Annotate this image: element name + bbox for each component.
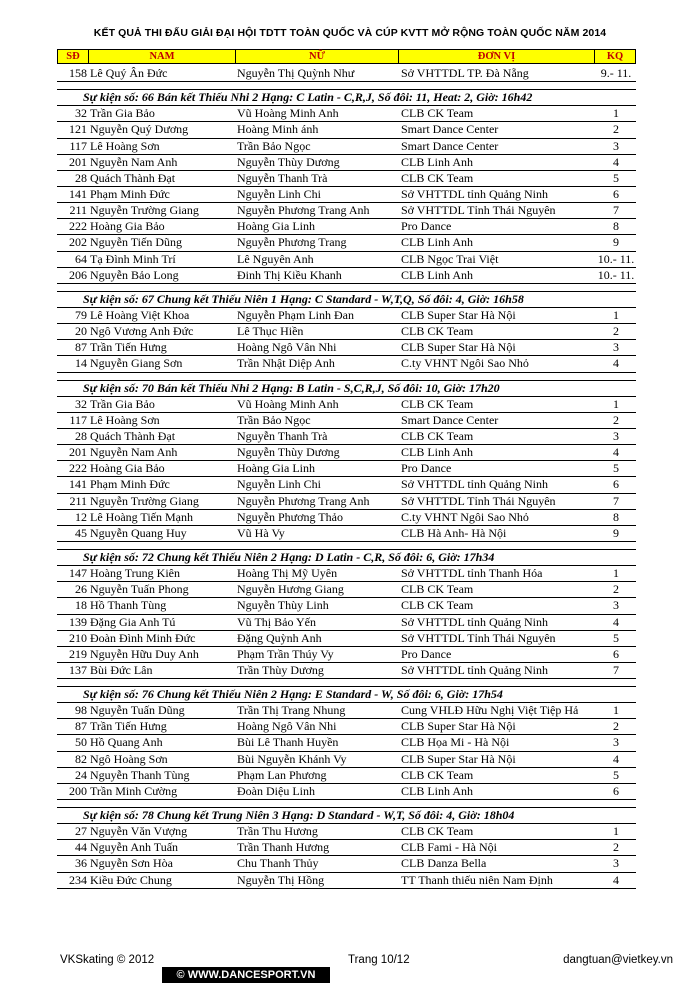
cell-nu: Nguyễn Phương Trang Anh [237, 203, 370, 218]
cell-nu: Trần Thu Hương [237, 824, 318, 839]
cell-donvi: CLB Họa Mi - Hà Nội [401, 735, 510, 750]
footer-email: dangtuan@vietkey.vn [563, 954, 673, 966]
cell-nu: Nguyễn Hương Giang [237, 582, 344, 597]
table-row [57, 719, 636, 735]
cell-nu: Nguyễn Thị Hồng [237, 872, 325, 887]
table-row [57, 171, 636, 187]
table-row [57, 856, 636, 872]
event-title: Sự kiện số: 78 Chung kết Trung Niên 3 Hạng: D Standard - W,T, Số đôi: 4, Giờ: 18h04 [57, 808, 636, 824]
table-row [57, 582, 636, 598]
cell-sd: 201 [69, 445, 87, 460]
cell-nu: Hoàng Minh ánh [237, 122, 319, 137]
cell-sd: 64 [75, 251, 87, 266]
cell-donvi: Cung VHLĐ Hữu Nghị Việt Tiệp Hả [401, 703, 579, 718]
cell-kq: 8 [613, 509, 619, 524]
cell-nam: Lê Hoàng Sơn [90, 138, 160, 153]
table-row [57, 235, 636, 251]
cell-sd: 206 [69, 267, 87, 282]
cell-nu: Hoàng Gia Linh [237, 219, 315, 234]
cell-nam: Hoàng Gia Bảo [90, 219, 165, 234]
cell-kq: 5 [613, 630, 619, 645]
cell-nu: Bùi Nguyễn Khánh Vy [237, 751, 347, 766]
table-row [57, 308, 636, 324]
table-row [57, 340, 636, 356]
cell-nu: Nguyễn Thùy Dương [237, 154, 340, 169]
table-row [57, 203, 636, 219]
cell-nam: Hồ Thanh Tùng [90, 598, 167, 613]
cell-sd: 117 [69, 138, 87, 153]
cell-donvi: Sở VHTTDL tỉnh Quảng Ninh [401, 186, 549, 201]
cell-nam: Lê Hoàng Tiến Mạnh [90, 509, 193, 524]
cell-nam: Quách Thành Đạt [90, 170, 176, 185]
cell-nu: Lê Thục Hiền [237, 324, 304, 339]
cell-nu: Trần Thùy Dương [237, 662, 324, 677]
cell-nu: Trần Bảo Ngọc [237, 412, 311, 427]
cell-nam: Lê Hoàng Việt Khoa [90, 307, 190, 322]
cell-kq: 1 [613, 396, 619, 411]
table-row [57, 768, 636, 784]
cell-donvi: Smart Dance Center [401, 138, 499, 153]
table-row [57, 413, 636, 429]
cell-nu: Nguyễn Linh Chi [237, 186, 321, 201]
cell-donvi: CLB Linh Anh [401, 267, 474, 282]
table-row [57, 615, 636, 631]
table-row [57, 526, 636, 542]
cell-nu: Nguyễn Thùy Dương [237, 445, 340, 460]
cell-kq: 3 [613, 735, 619, 750]
cell-nu: Vũ Hoàng Minh Anh [237, 106, 339, 121]
cell-sd: 87 [75, 719, 87, 734]
cell-kq: 3 [613, 856, 619, 871]
cell-nu: Vũ Hoàng Minh Anh [237, 396, 339, 411]
cell-kq: 1 [613, 307, 619, 322]
table-row [57, 566, 636, 582]
cell-nam: Nguyễn Trường Giang [90, 493, 199, 508]
table-header [57, 49, 636, 64]
document-title: KẾT QUẢ THI ĐẤU GIẢI ĐẠI HỘI TDTT TOÀN QUỐC VÀ CÚP KVTT MỞ RỘNG TOÀN QUỐC NĂM 2014 [93, 27, 607, 39]
cell-donvi: Sở VHTTDL tỉnh Quảng Ninh [401, 477, 549, 492]
table-row [57, 494, 636, 510]
cell-nam: Đoàn Đình Minh Đức [90, 630, 196, 645]
cell-nam: Phạm Minh Đức [90, 477, 170, 492]
cell-nam: Lê Quý Ân Đức [90, 66, 168, 80]
header-nam: NAM [89, 50, 236, 63]
cell-nu: Hoàng Thị Mỹ Uyên [237, 566, 338, 581]
table-row [57, 66, 636, 82]
section-spacer [57, 82, 636, 90]
cell-sd: 14 [75, 356, 87, 371]
cell-nu: Hoàng Ngô Vân Nhi [237, 340, 337, 355]
cell-kq: 2 [613, 324, 619, 339]
cell-nam: Ngô Vương Anh Đức [90, 324, 194, 339]
cell-sd: 87 [75, 340, 87, 355]
cell-nam: Nguyễn Anh Tuấn [90, 840, 179, 855]
section-spacer [57, 800, 636, 808]
cell-nam: Nguyễn Thanh Tùng [90, 767, 190, 782]
cell-sd: 32 [75, 106, 87, 121]
cell-donvi: Pro Dance [401, 219, 452, 234]
cell-nam: Trần Gia Bảo [90, 106, 155, 121]
cell-sd: 200 [69, 783, 87, 798]
cell-nu: Nguyễn Phương Thảo [237, 509, 343, 524]
cell-kq: 1 [613, 824, 619, 839]
cell-donvi: Sở VHTTDL TP. Đà Nẵng [401, 66, 529, 80]
section-spacer [57, 373, 636, 381]
cell-sd: 137 [69, 662, 87, 677]
header-kq: KQ [606, 51, 624, 62]
cell-sd: 141 [69, 477, 87, 492]
cell-donvi: Sở VHTTDL Tỉnh Thái Nguyên [401, 630, 556, 645]
cell-donvi: Sở VHTTDL Tỉnh Thái Nguyên [401, 203, 556, 218]
table-row [57, 873, 636, 889]
cell-kq: 9 [613, 235, 619, 250]
table-row [57, 268, 636, 284]
cell-nam: Hồ Quang Anh [90, 735, 163, 750]
cell-nam: Nguyễn Tuấn Phong [90, 582, 189, 597]
cell-nam: Hoàng Gia Bảo [90, 461, 165, 476]
cell-sd: 26 [75, 582, 87, 597]
cell-sd: 20 [75, 324, 87, 339]
cell-nu: Nguyễn Thị Quỳnh Như [237, 66, 355, 80]
cell-nu: Vũ Hà Vy [237, 525, 285, 540]
event-title: Sự kiện số: 66 Bán kết Thiếu Nhi 2 Hạng: C Latin - C,R,J, Số đôi: 11, Heat: 2, Giờ: 16h42 [57, 90, 636, 106]
cell-donvi: CLB CK Team [401, 428, 474, 443]
cell-nam: Trần Tiến Hưng [90, 719, 167, 734]
cell-kq: 2 [613, 582, 619, 597]
cell-donvi: CLB Linh Anh [401, 154, 474, 169]
cell-nu: Bùi Lê Thanh Huyền [237, 735, 339, 750]
cell-donvi: CLB Fami - Hà Nội [401, 840, 497, 855]
cell-donvi: CLB CK Team [401, 396, 474, 411]
cell-nu: Đinh Thị Kiều Khanh [237, 267, 342, 282]
cell-donvi: CLB CK Team [401, 582, 474, 597]
cell-kq: 7 [613, 662, 619, 677]
cell-nam: Nguyễn Quang Huy [90, 525, 187, 540]
cell-kq: 4 [613, 356, 619, 371]
cell-nam: Lê Hoàng Sơn [90, 412, 160, 427]
cell-nu: Vũ Thị Bảo Yến [237, 614, 316, 629]
page-footer [0, 952, 700, 991]
table-row [57, 598, 636, 614]
cell-kq: 5 [613, 767, 619, 782]
cell-donvi: TT Thanh thiếu niên Nam Định [401, 872, 553, 887]
cell-nam: Nguyễn Tiến Dũng [90, 235, 183, 250]
cell-sd: 211 [69, 203, 87, 218]
cell-nu: Đoàn Diệu Linh [237, 783, 315, 798]
cell-kq: 8 [613, 219, 619, 234]
event-title: Sự kiện số: 70 Bán kết Thiếu Nhi 2 Hạng: B Latin - S,C,R,J, Số đôi: 10, Giờ: 17h20 [57, 381, 636, 397]
table-row [57, 429, 636, 445]
cell-donvi: C.ty VHNT Ngôi Sao Nhỏ [401, 509, 529, 524]
cell-donvi: CLB CK Team [401, 824, 474, 839]
cell-nam: Nguyễn Giang Sơn [90, 356, 183, 371]
cell-nu: Nguyễn Thùy Linh [237, 598, 329, 613]
cell-kq: 3 [613, 138, 619, 153]
cell-nam: Hoàng Trung Kiên [90, 566, 181, 581]
table-row [57, 187, 636, 203]
cell-kq: 3 [613, 598, 619, 613]
cell-nu: Hoàng Gia Linh [237, 461, 315, 476]
header-nu: NỮ [236, 50, 399, 63]
section-spacer [57, 679, 636, 687]
section-spacer [57, 284, 636, 292]
table-row [57, 735, 636, 751]
cell-sd: 45 [75, 525, 87, 540]
cell-sd: 234 [69, 872, 87, 887]
cell-sd: 202 [69, 235, 87, 250]
cell-nam: Nguyễn Văn Vượng [90, 824, 188, 839]
cell-nam: Kiều Đức Chung [90, 872, 172, 887]
cell-sd: 32 [75, 396, 87, 411]
footer-copyright: VKSkating © 2012 [60, 954, 155, 966]
cell-nam: Trần Minh Cường [90, 783, 178, 798]
table-row [57, 824, 636, 840]
cell-nam: Phạm Minh Đức [90, 186, 170, 201]
footer-page-number: Trang 10/12 [348, 954, 410, 966]
cell-donvi: CLB Linh Anh [401, 235, 474, 250]
cell-kq: 4 [613, 614, 619, 629]
table-row [57, 840, 636, 856]
cell-donvi: CLB Ngọc Trai Việt [401, 251, 499, 266]
cell-sd: 211 [69, 493, 87, 508]
table-row [57, 139, 636, 155]
cell-nam: Bùi Đức Lân [90, 662, 153, 677]
cell-nu: Phạm Lan Phương [237, 767, 327, 782]
cell-kq: 10.- 11. [597, 267, 635, 282]
cell-kq: 5 [613, 170, 619, 185]
cell-sd: 222 [69, 219, 87, 234]
cell-sd: 12 [75, 509, 87, 524]
cell-nu: Nguyễn Phương Trang [237, 235, 347, 250]
cell-nu: Trần Thanh Hương [237, 840, 330, 855]
cell-sd: 147 [69, 566, 87, 581]
cell-kq: 4 [613, 445, 619, 460]
cell-donvi: CLB Linh Anh [401, 445, 474, 460]
cell-donvi: Pro Dance [401, 646, 452, 661]
cell-nam: Nguyễn Nam Anh [90, 445, 178, 460]
cell-nam: Tạ Đình Minh Trí [90, 251, 176, 266]
cell-nu: Chu Thanh Thủy [237, 856, 319, 871]
event-title: Sự kiện số: 67 Chung kết Thiếu Niên 1 Hạng: C Standard - W,T,Q, Số đôi: 4, Giờ: 16h58 [57, 292, 636, 308]
table-row [57, 784, 636, 800]
cell-kq: 9 [613, 525, 619, 540]
section-spacer [57, 542, 636, 550]
cell-donvi: CLB CK Team [401, 767, 474, 782]
cell-sd: 27 [75, 824, 87, 839]
cell-kq: 6 [613, 186, 619, 201]
cell-donvi: CLB CK Team [401, 170, 474, 185]
cell-sd: 36 [75, 856, 87, 871]
cell-donvi: CLB Linh Anh [401, 783, 474, 798]
cell-nam: Trần Gia Bảo [90, 396, 155, 411]
cell-nu: Phạm Trần Thúy Vy [237, 646, 334, 661]
header-donvi: ĐƠN VỊ [399, 50, 595, 63]
cell-donvi: Sở VHTTDL tỉnh Quảng Ninh [401, 662, 549, 677]
table-row [57, 703, 636, 719]
cell-nu: Nguyễn Linh Chi [237, 477, 321, 492]
cell-nam: Nguyễn Trường Giang [90, 203, 199, 218]
cell-sd: 50 [75, 735, 87, 750]
cell-kq: 7 [613, 203, 619, 218]
table-row [57, 477, 636, 493]
cell-kq: 9.- 11. [600, 66, 632, 80]
cell-nam: Nguyễn Quý Dương [90, 122, 189, 137]
cell-nu: Nguyễn Phương Trang Anh [237, 493, 370, 508]
cell-donvi: Sở VHTTDL Tỉnh Thái Nguyên [401, 493, 556, 508]
cell-kq: 6 [613, 646, 619, 661]
cell-donvi: CLB Danza Bella [401, 856, 487, 871]
cell-kq: 4 [613, 872, 619, 887]
cell-nam: Trần Tiến Hưng [90, 340, 167, 355]
table-row [57, 155, 636, 171]
cell-nu: Trần Nhật Diệp Anh [237, 356, 335, 371]
cell-donvi: Pro Dance [401, 461, 452, 476]
cell-kq: 4 [613, 154, 619, 169]
table-row [57, 752, 636, 768]
cell-donvi: CLB Super Star Hà Nội [401, 719, 516, 734]
cell-nam: Nguyễn Sơn Hòa [90, 856, 174, 871]
cell-sd: 79 [75, 307, 87, 322]
cell-kq: 1 [613, 106, 619, 121]
cell-donvi: CLB Hà Anh- Hà Nội [401, 525, 507, 540]
cell-kq: 3 [613, 340, 619, 355]
cell-nam: Ngô Hoàng Sơn [90, 751, 168, 766]
cell-donvi: CLB CK Team [401, 324, 474, 339]
cell-nam: Nguyễn Bảo Long [90, 267, 179, 282]
table-row [57, 356, 636, 372]
cell-kq: 1 [613, 703, 619, 718]
cell-donvi: CLB Super Star Hà Nội [401, 751, 516, 766]
table-row [57, 397, 636, 413]
cell-sd: 24 [75, 767, 87, 782]
cell-sd: 210 [69, 630, 87, 645]
cell-sd: 141 [69, 186, 87, 201]
event-title: Sự kiện số: 72 Chung kết Thiếu Niên 2 Hạng: D Latin - C,R, Số đôi: 6, Giờ: 17h34 [57, 550, 636, 566]
table-row [57, 445, 636, 461]
cell-sd: 139 [69, 614, 87, 629]
cell-kq: 2 [613, 412, 619, 427]
table-row [57, 663, 636, 679]
cell-nu: Trần Thị Trang Nhung [237, 703, 346, 718]
cell-nu: Lê Nguyên Anh [237, 251, 314, 266]
cell-kq: 1 [613, 566, 619, 581]
cell-kq: 7 [613, 493, 619, 508]
cell-sd: 28 [75, 428, 87, 443]
cell-sd: 98 [75, 703, 87, 718]
cell-donvi: CLB Super Star Hà Nội [401, 307, 516, 322]
cell-donvi: CLB Super Star Hà Nội [401, 340, 516, 355]
cell-kq: 4 [613, 751, 619, 766]
cell-nu: Trần Bảo Ngọc [237, 138, 311, 153]
cell-sd: 222 [69, 461, 87, 476]
cell-donvi: Sở VHTTDL tỉnh Thanh Hóa [401, 566, 543, 581]
cell-sd: 44 [75, 840, 87, 855]
table-row [57, 631, 636, 647]
cell-nam: Nguyễn Nam Anh [90, 154, 178, 169]
cell-kq: 3 [613, 428, 619, 443]
table-row [57, 106, 636, 122]
cell-donvi: CLB CK Team [401, 106, 474, 121]
table-row [57, 219, 636, 235]
cell-sd: 158 [69, 66, 87, 80]
cell-nu: Đặng Quỳnh Anh [237, 630, 322, 645]
cell-nu: Hoàng Ngô Vân Nhi [237, 719, 337, 734]
table-row [57, 324, 636, 340]
cell-sd: 18 [75, 598, 87, 613]
cell-donvi: C.ty VHNT Ngôi Sao Nhỏ [401, 356, 529, 371]
cell-donvi: Sở VHTTDL tỉnh Quảng Ninh [401, 614, 549, 629]
cell-nam: Quách Thành Đạt [90, 428, 176, 443]
results-body [57, 66, 636, 889]
cell-sd: 82 [75, 751, 87, 766]
table-row [57, 461, 636, 477]
cell-kq: 6 [613, 783, 619, 798]
cell-nu: Nguyễn Thanh Trà [237, 428, 328, 443]
cell-kq: 10.- 11. [597, 251, 635, 266]
cell-kq: 2 [613, 719, 619, 734]
cell-sd: 28 [75, 170, 87, 185]
cell-donvi: Smart Dance Center [401, 412, 499, 427]
cell-sd: 201 [69, 154, 87, 169]
cell-sd: 219 [69, 646, 87, 661]
table-row [57, 252, 636, 268]
cell-sd: 121 [69, 122, 87, 137]
cell-sd: 117 [69, 412, 87, 427]
table-row [57, 122, 636, 138]
table-row [57, 647, 636, 663]
cell-kq: 2 [613, 840, 619, 855]
cell-nu: Nguyễn Thanh Trà [237, 170, 328, 185]
table-row [57, 510, 636, 526]
cell-nam: Nguyễn Tuấn Dũng [90, 703, 185, 718]
footer-website-banner: © WWW.DANCESPORT.VN [162, 967, 330, 983]
cell-donvi: Smart Dance Center [401, 122, 499, 137]
event-title: Sự kiện số: 76 Chung kết Thiếu Niên 2 Hạng: E Standard - W, Số đôi: 6, Giờ: 17h54 [57, 687, 636, 703]
cell-kq: 6 [613, 477, 619, 492]
cell-nam: Đặng Gia Anh Tú [90, 614, 176, 629]
cell-nam: Nguyễn Hữu Duy Anh [90, 646, 199, 661]
cell-nu: Nguyễn Phạm Linh Đan [237, 307, 354, 322]
cell-donvi: CLB CK Team [401, 598, 474, 613]
cell-kq: 5 [613, 461, 619, 476]
cell-kq: 2 [613, 122, 619, 137]
header-sd: SĐ [58, 50, 89, 63]
